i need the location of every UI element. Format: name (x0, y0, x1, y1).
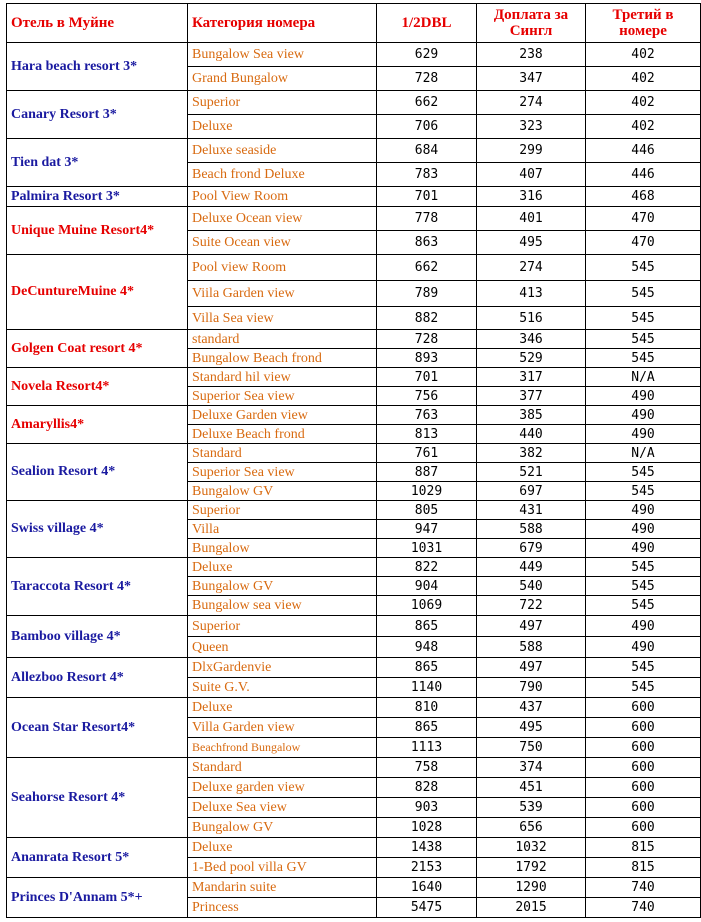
price-half-dbl: 761 (377, 444, 477, 463)
room-category: Pool view Room (188, 255, 377, 281)
hotel-name: Golgen Coat resort 4* (7, 330, 188, 368)
room-category: Bungalow (188, 539, 377, 558)
price-half-dbl: 662 (377, 255, 477, 281)
room-category: Villa Garden view (188, 718, 377, 738)
room-category: Bungalow sea view (188, 596, 377, 616)
single-supplement: 521 (477, 463, 586, 482)
hotel-name: DeCuntureMuine 4* (7, 255, 188, 330)
table-row (7, 406, 701, 425)
single-supplement: 323 (477, 115, 586, 139)
table-row (7, 616, 701, 637)
price-half-dbl: 865 (377, 718, 477, 738)
third-person-price: 600 (586, 718, 701, 738)
room-category: Deluxe Beach frond (188, 425, 377, 444)
third-person-price: 490 (586, 520, 701, 539)
room-category: Deluxe (188, 558, 377, 577)
hotel-name: Novela Resort4* (7, 368, 188, 406)
price-half-dbl: 1031 (377, 539, 477, 558)
single-supplement: 317 (477, 368, 586, 387)
single-supplement: 377 (477, 387, 586, 406)
hotel-name: Taraccota Resort 4* (7, 558, 188, 616)
hotel-name: Palmira Resort 3* (7, 187, 188, 207)
room-category: Suite Ocean view (188, 231, 377, 255)
third-person-price: N/A (586, 444, 701, 463)
price-half-dbl: 1029 (377, 482, 477, 501)
price-half-dbl: 1069 (377, 596, 477, 616)
price-half-dbl: 805 (377, 501, 477, 520)
single-supplement: 790 (477, 678, 586, 698)
third-person-price: 545 (586, 463, 701, 482)
single-supplement: 495 (477, 718, 586, 738)
single-supplement: 497 (477, 658, 586, 678)
third-person-price: 490 (586, 539, 701, 558)
third-person-price: 470 (586, 207, 701, 231)
single-supplement: 382 (477, 444, 586, 463)
header-hotel: Отель в Муйне (7, 4, 188, 43)
third-person-price: 545 (586, 330, 701, 349)
price-half-dbl: 865 (377, 616, 477, 637)
single-supplement: 413 (477, 281, 586, 307)
third-person-price: 490 (586, 406, 701, 425)
third-person-price: 402 (586, 91, 701, 115)
third-person-price: 815 (586, 858, 701, 878)
price-half-dbl: 783 (377, 163, 477, 187)
price-half-dbl: 789 (377, 281, 477, 307)
single-supplement: 385 (477, 406, 586, 425)
header-single-line-1: Доплата за (493, 7, 569, 23)
table-row (7, 207, 701, 231)
room-category: Villa Sea view (188, 307, 377, 330)
header-third-person (586, 4, 701, 43)
price-half-dbl: 763 (377, 406, 477, 425)
room-category: Beachfrond Bungalow (188, 738, 377, 758)
hotel-name: Unique Muine Resort4* (7, 207, 188, 255)
third-person-price: 740 (586, 898, 701, 918)
table-row (7, 187, 701, 207)
price-half-dbl: 865 (377, 658, 477, 678)
price-half-dbl: 728 (377, 67, 477, 91)
table-row (7, 838, 701, 858)
hotel-name: Allezboo Resort 4* (7, 658, 188, 698)
price-half-dbl: 903 (377, 798, 477, 818)
third-person-price: 600 (586, 818, 701, 838)
third-person-price: 470 (586, 231, 701, 255)
third-person-price: 545 (586, 678, 701, 698)
hotel-name: Tien dat 3* (7, 139, 188, 187)
hotel-name: Amaryllis4* (7, 406, 188, 444)
third-person-price: 402 (586, 67, 701, 91)
single-supplement: 316 (477, 187, 586, 207)
price-half-dbl: 893 (377, 349, 477, 368)
price-half-dbl: 778 (377, 207, 477, 231)
room-category: Bungalow GV (188, 482, 377, 501)
single-supplement: 1792 (477, 858, 586, 878)
table-row (7, 43, 701, 67)
third-person-price: 446 (586, 163, 701, 187)
room-category: Deluxe garden view (188, 778, 377, 798)
price-half-dbl: 2153 (377, 858, 477, 878)
third-person-price: 600 (586, 798, 701, 818)
single-supplement: 539 (477, 798, 586, 818)
single-supplement: 516 (477, 307, 586, 330)
room-category: Pool View Room (188, 187, 377, 207)
table-row (7, 558, 701, 577)
table-row (7, 330, 701, 349)
price-half-dbl: 1028 (377, 818, 477, 838)
room-category: Superior Sea view (188, 463, 377, 482)
price-half-dbl: 5475 (377, 898, 477, 918)
room-category: DlxGardenvie (188, 658, 377, 678)
single-supplement: 299 (477, 139, 586, 163)
room-category: Standard (188, 444, 377, 463)
price-half-dbl: 887 (377, 463, 477, 482)
room-category: Deluxe Garden view (188, 406, 377, 425)
single-supplement: 274 (477, 255, 586, 281)
price-half-dbl: 947 (377, 520, 477, 539)
single-supplement: 750 (477, 738, 586, 758)
header-category: Категория номера (188, 4, 377, 43)
single-supplement: 346 (477, 330, 586, 349)
single-supplement: 2015 (477, 898, 586, 918)
single-supplement: 1032 (477, 838, 586, 858)
third-person-price: 490 (586, 637, 701, 658)
third-person-price: 446 (586, 139, 701, 163)
room-category: standard (188, 330, 377, 349)
single-supplement: 722 (477, 596, 586, 616)
hotel-name: Seahorse Resort 4* (7, 758, 188, 838)
room-category: Deluxe (188, 838, 377, 858)
header-single-line-2: Сингл (509, 23, 553, 39)
price-half-dbl: 662 (377, 91, 477, 115)
table-row (7, 91, 701, 115)
third-person-price: 600 (586, 758, 701, 778)
hotel-name: Ananrata Resort 5* (7, 838, 188, 878)
price-half-dbl: 863 (377, 231, 477, 255)
room-category: Deluxe (188, 698, 377, 718)
single-supplement: 407 (477, 163, 586, 187)
price-half-dbl: 810 (377, 698, 477, 718)
hotel-name: Ocean Star Resort4* (7, 698, 188, 758)
hotel-price-table (6, 3, 701, 918)
room-category: Bungalow Beach frond (188, 349, 377, 368)
room-category: Suite G.V. (188, 678, 377, 698)
price-half-dbl: 813 (377, 425, 477, 444)
third-person-price: 545 (586, 349, 701, 368)
room-category: 1-Bed pool villa GV (188, 858, 377, 878)
third-person-price: 815 (586, 838, 701, 858)
single-supplement: 451 (477, 778, 586, 798)
price-half-dbl: 882 (377, 307, 477, 330)
third-person-price: 468 (586, 187, 701, 207)
price-half-dbl: 629 (377, 43, 477, 67)
single-supplement: 529 (477, 349, 586, 368)
room-category: Bungalow GV (188, 577, 377, 596)
price-half-dbl: 822 (377, 558, 477, 577)
room-category: Deluxe (188, 115, 377, 139)
third-person-price: 545 (586, 558, 701, 577)
room-category: Deluxe Ocean view (188, 207, 377, 231)
header-half-dbl: 1/2DBL (377, 4, 477, 43)
hotel-name: Princes D'Annam 5*+ (7, 878, 188, 918)
third-person-price: 600 (586, 698, 701, 718)
room-category: Deluxe Sea view (188, 798, 377, 818)
table-row (7, 139, 701, 163)
room-category: Superior (188, 501, 377, 520)
third-person-price: 545 (586, 596, 701, 616)
hotel-name: Swiss village 4* (7, 501, 188, 558)
single-supplement: 437 (477, 698, 586, 718)
price-half-dbl: 701 (377, 368, 477, 387)
room-category: Bungalow GV (188, 818, 377, 838)
table-row (7, 878, 701, 898)
price-half-dbl: 1640 (377, 878, 477, 898)
room-category: Princess (188, 898, 377, 918)
third-person-price: 545 (586, 482, 701, 501)
third-person-price: 740 (586, 878, 701, 898)
single-supplement: 274 (477, 91, 586, 115)
table-row (7, 698, 701, 718)
room-category: Grand Bungalow (188, 67, 377, 91)
room-category: Villa (188, 520, 377, 539)
price-half-dbl: 756 (377, 387, 477, 406)
header-single-supplement (477, 4, 586, 43)
room-category: Mandarin suite (188, 878, 377, 898)
price-half-dbl: 904 (377, 577, 477, 596)
header-row (7, 4, 701, 43)
third-person-price: 600 (586, 778, 701, 798)
room-category: Queen (188, 637, 377, 658)
table-row (7, 501, 701, 520)
third-person-price: 490 (586, 501, 701, 520)
table-row (7, 368, 701, 387)
room-category: Viila Garden view (188, 281, 377, 307)
third-person-price: 490 (586, 616, 701, 637)
single-supplement: 540 (477, 577, 586, 596)
table-body (7, 43, 701, 918)
third-person-price: 545 (586, 307, 701, 330)
single-supplement: 588 (477, 520, 586, 539)
third-person-price: 402 (586, 115, 701, 139)
hotel-name: Bamboo village 4* (7, 616, 188, 658)
single-supplement: 440 (477, 425, 586, 444)
third-person-price: 545 (586, 281, 701, 307)
single-supplement: 497 (477, 616, 586, 637)
table-row (7, 444, 701, 463)
single-supplement: 238 (477, 43, 586, 67)
third-person-price: 545 (586, 577, 701, 596)
room-category: Deluxe seaside (188, 139, 377, 163)
price-half-dbl: 1113 (377, 738, 477, 758)
single-supplement: 697 (477, 482, 586, 501)
third-person-price: 600 (586, 738, 701, 758)
header-third-line-1: Третий в (612, 7, 674, 23)
single-supplement: 495 (477, 231, 586, 255)
third-person-price: 402 (586, 43, 701, 67)
price-half-dbl: 706 (377, 115, 477, 139)
header-third-line-2: номере (619, 23, 667, 39)
single-supplement: 656 (477, 818, 586, 838)
room-category: Bungalow Sea view (188, 43, 377, 67)
hotel-name: Canary Resort 3* (7, 91, 188, 139)
room-category: Standard (188, 758, 377, 778)
hotel-name: Hara beach resort 3* (7, 43, 188, 91)
third-person-price: 545 (586, 255, 701, 281)
price-half-dbl: 684 (377, 139, 477, 163)
table-row (7, 658, 701, 678)
table-row (7, 255, 701, 281)
price-half-dbl: 1140 (377, 678, 477, 698)
room-category: Standard hil view (188, 368, 377, 387)
third-person-price: 545 (586, 658, 701, 678)
room-category: Beach frond Deluxe (188, 163, 377, 187)
price-half-dbl: 758 (377, 758, 477, 778)
price-half-dbl: 828 (377, 778, 477, 798)
hotel-name: Sealion Resort 4* (7, 444, 188, 501)
third-person-price: 490 (586, 425, 701, 444)
single-supplement: 679 (477, 539, 586, 558)
single-supplement: 1290 (477, 878, 586, 898)
room-category: Superior (188, 616, 377, 637)
single-supplement: 347 (477, 67, 586, 91)
room-category: Superior (188, 91, 377, 115)
price-half-dbl: 948 (377, 637, 477, 658)
third-person-price: N/A (586, 368, 701, 387)
price-half-dbl: 728 (377, 330, 477, 349)
single-supplement: 449 (477, 558, 586, 577)
third-person-price: 490 (586, 387, 701, 406)
single-supplement: 588 (477, 637, 586, 658)
price-half-dbl: 701 (377, 187, 477, 207)
table-row (7, 758, 701, 778)
single-supplement: 401 (477, 207, 586, 231)
room-category: Superior Sea view (188, 387, 377, 406)
single-supplement: 431 (477, 501, 586, 520)
price-half-dbl: 1438 (377, 838, 477, 858)
single-supplement: 374 (477, 758, 586, 778)
